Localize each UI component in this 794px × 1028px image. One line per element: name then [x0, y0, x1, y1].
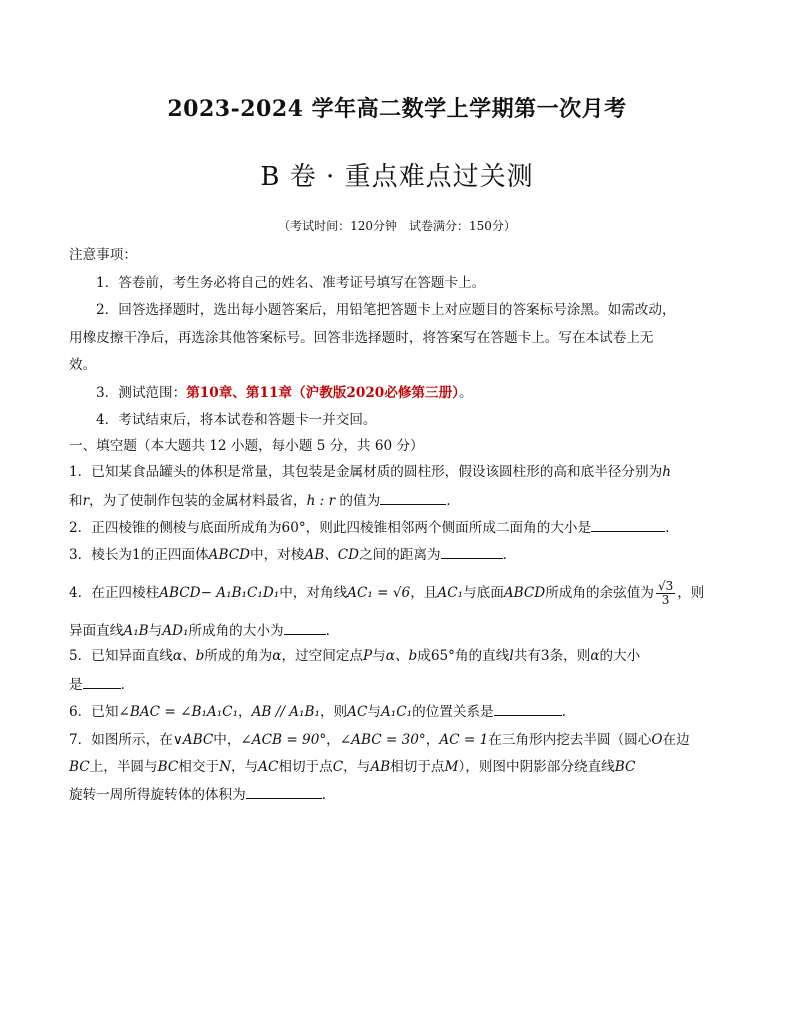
q6-ac: AC [347, 704, 368, 720]
q4-line-1: A₁B [123, 623, 149, 639]
q1-var-h: h [662, 464, 671, 480]
question-7-line2 [69, 758, 635, 776]
exam-subtitle: B 卷 · 重点难点过关测 [260, 162, 534, 192]
q5-lines-2: α、b [385, 648, 418, 664]
q4-text-c: ，且 [410, 585, 438, 601]
note-2-line1: 2．回答选择题时，选出每小题答案后，用铅笔把答题卡上对应题目的答案标号涂黑。如需改动， [96, 302, 676, 318]
q7-point-m: M [444, 759, 459, 775]
question-2: 2．正四棱锥的侧棱与底面所成角为60°，则此四棱锥相邻两个侧面所成二面角的大小是 . [69, 517, 669, 537]
q4-text-h: 与 [148, 623, 163, 639]
q5-text-d: 与 [372, 648, 386, 664]
section-1-heading: 一、填空题（本大题共 12 小题，每小题 5 分，共 60 分） [69, 438, 424, 454]
q4-base: ABCD [503, 585, 546, 601]
q7-text-i: ，与 [230, 759, 259, 775]
q4-diagonal-2: AC₁ [437, 585, 464, 601]
q1-text-a: 1．已知某食品罐头的体积是常量，其包装是金属材质的圆柱形，假设该圆柱形的高和底半径分别为 [69, 464, 663, 480]
q7-text-g: 上，半圆与 [89, 759, 158, 775]
q7-text-b: 中， [213, 732, 241, 748]
q6-angles: ∠BAC = ∠B₁A₁C₁ [118, 704, 239, 720]
question-1-line2: 和r，为了使制作包装的金属材料最省，h : r 的值为 . [69, 490, 451, 510]
q4-answer-blank[interactable] [284, 620, 326, 635]
q4-text-d: 与底面 [463, 585, 504, 601]
q4-fraction [656, 580, 675, 607]
q5-text-b: 所成的角为 [204, 648, 273, 664]
q7-angle-acb: ∠ACB = 90° [240, 732, 327, 748]
q1-var-r: r [82, 493, 90, 509]
q3-text-c: 之间的距离为 [359, 547, 441, 563]
q7-text-e: 在三角形内挖去半圆（圆心 [488, 732, 652, 748]
q7-bc-3: BC [614, 759, 636, 775]
question-1-line1 [69, 463, 671, 481]
q7-ac-2: AC [258, 759, 279, 775]
q7-text-n: 旋转一周所得旋转体的体积为 [69, 787, 246, 803]
q7-ac-value: AC = 1 [439, 732, 489, 748]
exam-time-score: （考试时间：120分钟 试卷满分：150分） [278, 219, 516, 233]
q1-text-b1: 和 [69, 493, 83, 509]
q4-frac-den: 3 [661, 593, 670, 607]
q4-text-i: 所成角的大小为 [188, 623, 284, 639]
q7-answer-blank[interactable] [246, 784, 322, 799]
q6-text-c: ，则 [319, 704, 348, 720]
q1-answer-blank[interactable] [380, 490, 446, 505]
q6-text-e: 的位置关系是 [412, 704, 494, 720]
q5-alpha: α [272, 648, 282, 664]
q4-text-e: 所成角的余弦值为 [545, 585, 654, 601]
note-3-suffix: 。 [459, 385, 473, 401]
question-5-line2: 是 . [69, 674, 125, 694]
q6-text-b: ， [238, 704, 252, 720]
note-2-line3: 效。 [69, 357, 97, 373]
q1-text-b3: 的值为 [335, 493, 381, 509]
q5-text-f: 共有3条，则 [513, 648, 591, 664]
note-2-line2: 用橡皮擦干净后，再选涂其他答案标号。回答非选择题时，将答案写在答题卡上。写在本试卷上无 [69, 330, 654, 346]
q7-text-d: ， [425, 732, 440, 748]
q5-text-e: 成65°角的直线 [417, 648, 510, 664]
q7-text-h: 相交于 [178, 759, 220, 775]
q6-parallel: AB // A₁B₁ [251, 704, 320, 720]
q7-triangle: ∨ABC [172, 732, 214, 748]
note-1: 1．答卷前，考生务必将自己的姓名、准考证号填写在答题卡上。 [96, 275, 486, 291]
q6-a1c1: A₁C₁ [380, 704, 413, 720]
q7-point-c: C [332, 759, 344, 775]
q5-text-g: 的大小 [599, 648, 641, 664]
q5-point: P [363, 648, 373, 664]
note-4: 4．考试结束后，将本试卷和答题卡一并交回。 [96, 412, 377, 428]
q7-ab: AB [370, 759, 391, 775]
q4-text-f: ，则 [677, 585, 705, 601]
notes-heading: 注意事项： [69, 247, 137, 263]
q7-text-l: 相切于点 [390, 759, 445, 775]
q7-bc: BC [69, 759, 90, 775]
q4-diagonal: AC₁ = √6 [347, 585, 411, 601]
q4-line-2: AD₁ [162, 623, 189, 639]
q4-text-a: 4．在正四棱柱 [69, 585, 160, 601]
q5-text-a: 5．已知异面直线 [69, 648, 173, 664]
note-3-prefix: 3．测试范围： [96, 385, 187, 401]
q3-edges: AB、CD [304, 547, 360, 563]
q7-text-f: 在边 [662, 732, 690, 748]
q3-answer-blank[interactable] [441, 544, 503, 559]
q7-text-m: ），则图中阴影部分绕直线 [458, 759, 615, 775]
q5-text-c: ，过空间定点 [281, 648, 364, 664]
question-7-line3: 旋转一周所得旋转体的体积为 . [69, 784, 326, 804]
q4-prism: ABCD− A₁B₁C₁D₁ [159, 585, 280, 601]
q7-text-a: 7．如图所示，在 [69, 732, 173, 748]
q1-ratio: h : r [306, 493, 336, 509]
q5-text-h: 是 [69, 677, 83, 693]
q2-text: 2．正四棱锥的侧棱与底面所成角为60°，则此四棱锥相邻两个侧面所成二面角的大小是 [69, 520, 592, 536]
q3-text-a: 3．棱长为1的正四面体 [69, 547, 209, 563]
q7-bc-2: BC [157, 759, 179, 775]
q7-center-o: O [651, 732, 663, 748]
q7-text-c: ， [326, 732, 340, 748]
q4-text-g: 异面直线 [69, 623, 124, 639]
question-4-line2: 异面直线A₁B与AD₁所成角的大小为 ． [69, 620, 339, 640]
question-7-line1 [69, 731, 690, 749]
q7-point-n: N [219, 759, 231, 775]
q5-lines: α、b [172, 648, 205, 664]
q2-answer-blank[interactable] [591, 517, 665, 532]
question-4-line1 [69, 580, 704, 607]
q4-frac-num: √3 [657, 579, 674, 593]
q7-text-k: ，与 [343, 759, 371, 775]
exam-title: 2023-2024 学年高二数学上学期第一次月考 [167, 96, 627, 122]
q5-alpha-2: α [590, 648, 600, 664]
q3-tetra: ABCD [208, 547, 250, 563]
question-6: 6．已知∠BAC = ∠B₁A₁C₁，AB // A₁B₁，则AC与A₁C₁的位置关系是 . [69, 701, 566, 721]
q7-text-j: 相切于点 [278, 759, 333, 775]
q6-answer-blank[interactable] [494, 701, 562, 716]
question-3: 3．棱长为1的正四面体ABCD中，对棱AB、CD之间的距离为 ． [69, 544, 516, 564]
q3-text-b: 中，对棱 [250, 547, 305, 563]
q6-text-a: 6．已知 [69, 704, 119, 720]
q1-text-b2: ，为了使制作包装的金属材料最省， [89, 493, 307, 509]
question-5-line1 [69, 647, 640, 665]
q6-text-d: 与 [367, 704, 381, 720]
q7-angle-abc: ∠ABC = 30° [339, 732, 426, 748]
note-3 [96, 384, 473, 402]
q5-answer-blank[interactable] [83, 674, 121, 689]
q5-line-l: l [509, 648, 514, 664]
test-scope: 第10章、第11章（沪教版2020必修第三册） [186, 385, 459, 401]
q4-text-b: 中，对角线 [279, 585, 348, 601]
